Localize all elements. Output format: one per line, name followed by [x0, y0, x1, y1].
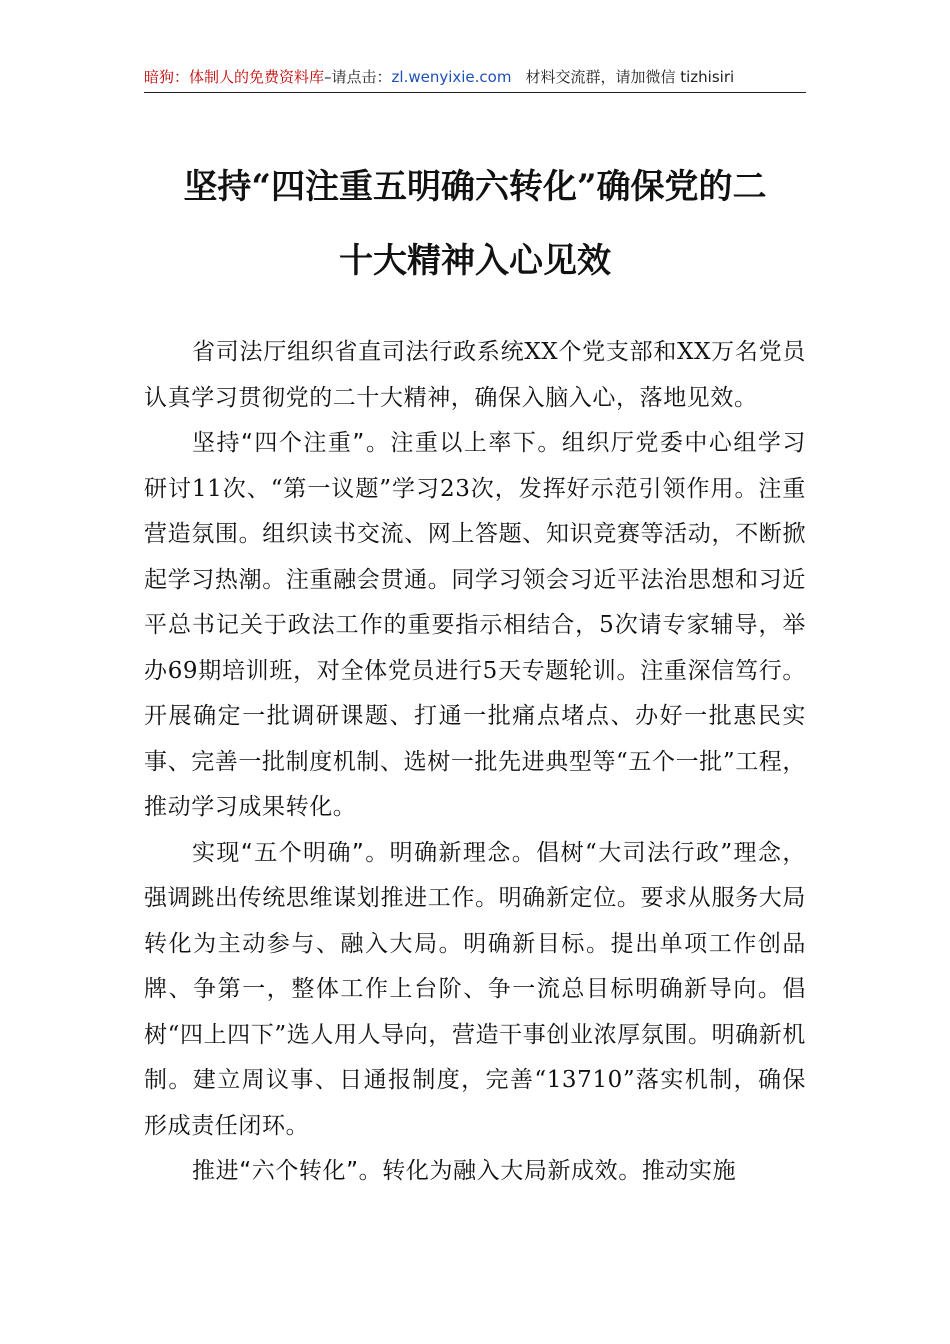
- title-line-2: 十大精神入心见效: [339, 241, 611, 281]
- header-contact: 材料交流群，请加微信 tizhisiri: [525, 68, 735, 86]
- paragraph-four-focuses: [144, 421, 806, 831]
- paragraph-intro: [144, 330, 806, 421]
- paragraph-five-clarities: [144, 831, 806, 1150]
- paragraph-four-focuses-text: 组织厅党委中心组学习研讨11次、“第一议题”学习23次，发挥好示范引领作用。注重营造氛围。组织读书交流、网上答题、知识竞赛等活动，不断掀起学习热潮。注重融会贯通。同学习领会习近平法治思想和习近平总书记关于政法工作的重要指示相结合，5次请专家辅导，举办69期培训班，对全体党员进行5天专题轮训。注重深信笃行。开展确定一批调研课题、打通一批痛点堵点、办好一批惠民实事、完善一批制度机制、选树一批先进典型等“五个一批”工程，推动学习成果转化。: [144, 430, 806, 820]
- header-brand: 暗狗：体制人的免费资料库: [144, 68, 325, 86]
- paragraph-four-focuses-lead: 坚持“四个注重”。注重以上率下。: [192, 430, 562, 456]
- page-header: [144, 66, 806, 93]
- header-separator: –请点击：: [324, 68, 392, 86]
- title-line-1: 坚持“四注重五明确六转化”确保党的二: [183, 167, 767, 207]
- paragraph-intro-text: 省司法厅组织省直司法行政系统XX个党支部和XX万名党员认真学习贯彻党的二十大精神，确保入脑入心，落地见效。: [144, 339, 806, 411]
- paragraph-six-transformations-lead: 推进“六个转化”: [192, 1158, 359, 1184]
- paragraph-five-clarities-text: 。明确新理念。倡树“大司法行政”理念，强调跳出传统思维谋划推进工作。明确新定位。要求从服务大局转化为主动参与、融入大局。明确新目标。提出单项工作创品牌、争第一，整体工作上台阶、争一流总目标明确新导向。倡树“四上四下”选人用人导向，营造干事创业浓厚氛围。明确新机制。建立周议事、日通报制度，完善“13710”落实机制，确保形成责任闭环。: [144, 839, 806, 1139]
- paragraph-six-transformations-text: 。转化为融入大局新成效。推动实施: [358, 1158, 737, 1184]
- paragraph-five-clarities-lead: 实现“五个明确”: [192, 839, 365, 866]
- document-title: [144, 150, 806, 298]
- paragraph-six-transformations: [144, 1149, 806, 1195]
- document-body: [144, 330, 806, 1195]
- header-link[interactable]: zl.wenyixie.com: [391, 68, 512, 86]
